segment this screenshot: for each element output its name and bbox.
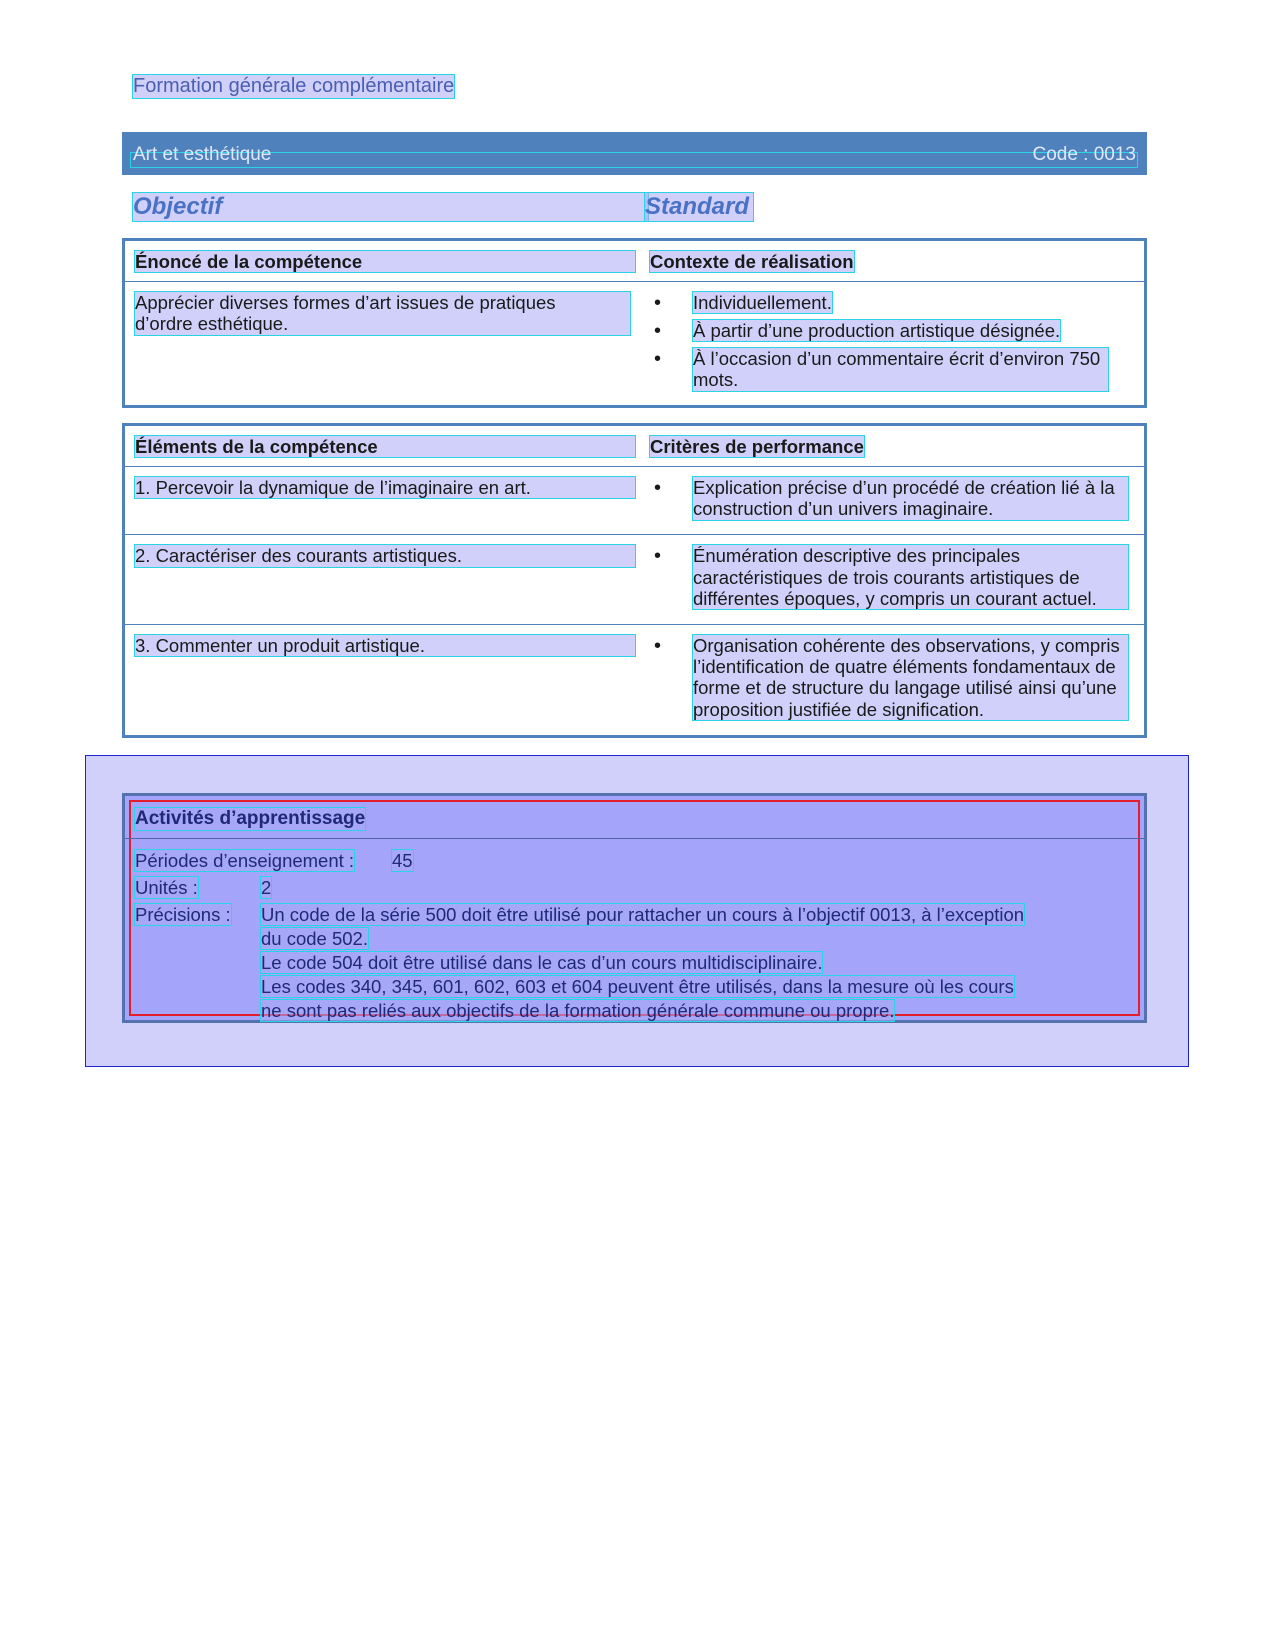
units-label: Unités : <box>135 877 198 898</box>
criterion-text: Explication précise d’un procédé de création lié à la construction d’un univers imaginaire. <box>693 477 1128 520</box>
criterion-text: Organisation cohérente des observations, y compris l’identification de quatre éléments fondamentaux de forme et de structure du langage utilisé ainsi qu’une proposition justifiée de signification. <box>693 635 1128 720</box>
element-cell <box>124 535 641 625</box>
element-text: 3. Commenter un produit artistique. <box>135 635 635 656</box>
context-item <box>650 292 1134 314</box>
banner-highlight <box>131 153 1137 167</box>
elements-table <box>122 423 1147 738</box>
element-text: 2. Caractériser des courants artistiques. <box>135 545 635 566</box>
elements-header: Éléments de la compétence <box>135 436 635 457</box>
context-item <box>650 320 1134 342</box>
criterion-cell <box>640 535 1146 625</box>
competence-statement-cell <box>124 282 641 407</box>
criteria-header: Critères de performance <box>650 436 864 457</box>
criterion-cell <box>640 467 1146 535</box>
precision-line: Le code 504 doit être utilisé dans le cas d’un cours multidisciplinaire. <box>261 952 823 973</box>
precision-line: Les codes 340, 345, 601, 602, 603 et 604 peuvent être utilisés, dans la mesure où les cours <box>261 976 1014 997</box>
element-cell <box>124 624 641 736</box>
criterion-item <box>650 477 1134 520</box>
competence-col2-header <box>640 240 1146 282</box>
competence-table <box>122 238 1147 408</box>
objective-heading: Objectif <box>133 193 648 221</box>
precision-line: Un code de la série 500 doit être utilisé pour rattacher un cours à l’objectif 0013, à l’exception <box>261 904 1025 925</box>
activities-box <box>122 793 1147 1023</box>
context-header: Contexte de réalisation <box>650 251 854 272</box>
criterion-item <box>650 545 1134 610</box>
criterion-text: Énumération descriptive des principales caractéristiques de trois courants artistiques de différentes époques, y compris un courant actuel. <box>693 545 1128 609</box>
units-value: 2 <box>261 877 272 898</box>
context-text: Individuellement. <box>693 292 832 313</box>
criterion-cell <box>640 624 1146 736</box>
precisions-label: Précisions : <box>135 904 231 925</box>
criterion-list <box>650 635 1134 721</box>
elements-col1-header <box>124 425 641 467</box>
standard-heading: Standard <box>645 193 753 221</box>
precision-line: du code 502. <box>261 928 368 949</box>
program-title: Formation générale complémentaire <box>133 75 455 97</box>
element-text: 1. Percevoir la dynamique de l’imaginaire en art. <box>135 477 635 498</box>
course-banner <box>122 132 1147 175</box>
periods-value: 45 <box>392 850 413 871</box>
context-item <box>650 348 1134 391</box>
element-cell <box>124 467 641 535</box>
periods-label: Périodes d’enseignement : <box>135 850 355 871</box>
context-text: À l’occasion d’un commentaire écrit d’environ 750 mots. <box>693 348 1108 391</box>
competence-statement-header: Énoncé de la compétence <box>135 251 635 272</box>
context-text: À partir d’une production artistique désignée. <box>693 320 1061 341</box>
precision-line: ne sont pas reliés aux objectifs de la formation générale commune ou propre. <box>261 1000 895 1021</box>
criterion-item <box>650 635 1134 721</box>
competence-col1-header <box>124 240 641 282</box>
criterion-list <box>650 477 1134 520</box>
competence-statement: Apprécier diverses formes d’art issues de pratiques d’ordre esthétique. <box>135 292 630 335</box>
course-area: Art et esthétique <box>133 144 272 165</box>
context-cell <box>640 282 1146 407</box>
elements-col2-header <box>640 425 1146 467</box>
course-code: Code : 0013 <box>1032 144 1136 165</box>
activities-title: Activités d’apprentissage <box>135 808 366 829</box>
context-list <box>650 292 1134 391</box>
criterion-list <box>650 545 1134 610</box>
activities-divider <box>125 838 1144 839</box>
